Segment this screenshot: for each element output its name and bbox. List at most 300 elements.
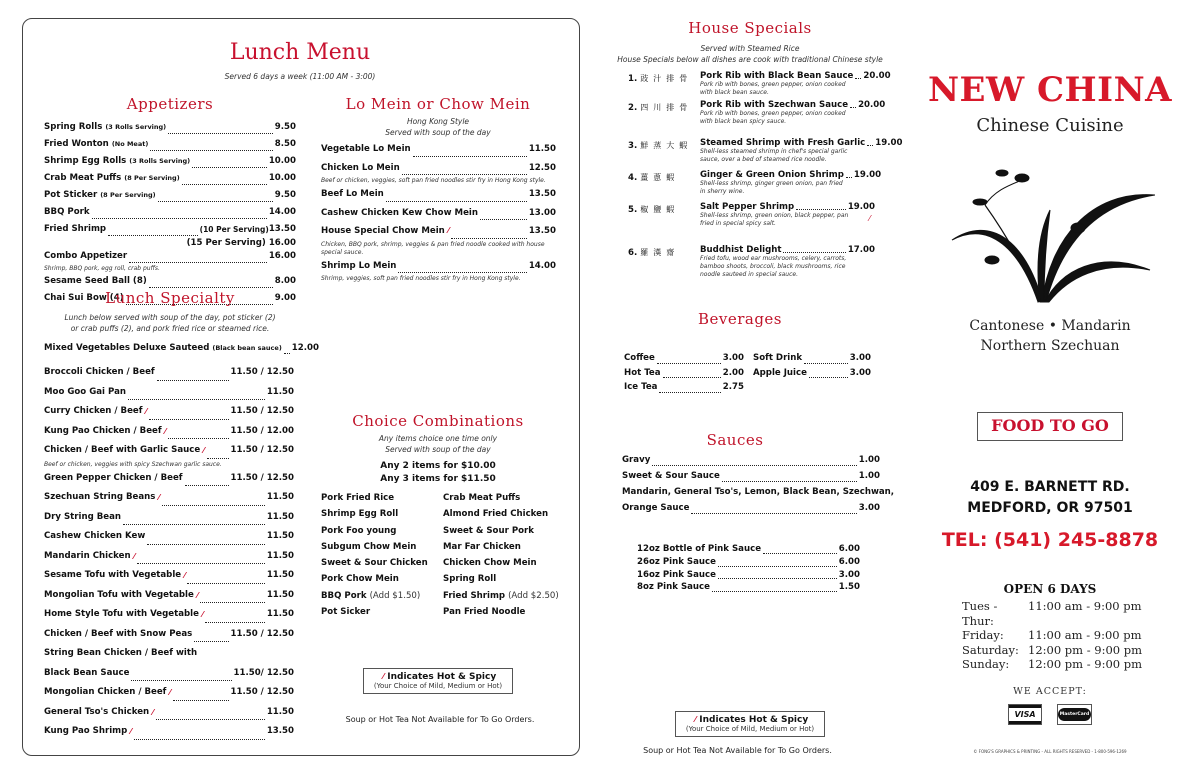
item-price: 11.50 / 12.50 [230,367,294,377]
combo-item-name: Almond Fried Chicken [443,509,549,520]
menu-item-row [321,159,556,178]
cuisine-styles [910,316,1190,356]
specialty-first [44,341,319,356]
menu-item [44,402,294,422]
restaurant-logo-name: NEW CHINA [927,70,1173,110]
dot-leader [850,107,856,108]
item-price: 11.50 [266,609,294,619]
item-name: Broccoli Chicken / Beef [44,367,155,377]
hot-legend-sub: (Your Choice of Mild, Medium or Hot) [685,725,815,733]
dot-leader [718,566,837,567]
hours-time: 12:00 pm - 9:00 pm [1028,657,1143,672]
menu-item [321,185,556,204]
dot-leader [846,177,852,178]
alt-price-row [44,238,296,248]
combo-item-name: Crab Meat Puffs [443,493,521,503]
beverages-col-2 [753,351,871,380]
item-name: Apple Juice [753,367,807,378]
item-chinese-name: 鮮蒸大蝦 [640,141,693,150]
menu-item-row [44,341,319,356]
item-price: 1.00 [858,455,880,465]
hours-day: Saturday: [962,642,1019,657]
combo-item-name: Shrimp Egg Roll [321,509,399,520]
house-special-body [700,202,875,228]
item-name: Mandarin Chicken [44,550,131,561]
pink-sauce-list [637,543,860,594]
chili-icon: ⁄ [169,688,171,697]
item-name: Chicken / Beef with Garlic Sauce [44,445,201,455]
menu-item-row [44,586,294,606]
item-price: 14.00 [268,207,296,217]
chili-icon: ⁄ [130,727,132,736]
item-number: 4. [628,173,638,183]
hot-spicy-legend-2 [675,711,825,737]
item-name: Chicken Lo Mein [321,162,400,173]
house-special-body [700,100,886,126]
combo-item [321,574,443,584]
menu-item-row [44,664,294,684]
item-name: Fried Wonton [44,139,109,149]
item-price: 11.50 / 12.50 [230,445,294,455]
lomein-list [321,140,556,283]
visa-logo: VISA [1008,704,1042,725]
dot-leader [129,262,267,263]
item-name: Vegetable Lo Mein [321,144,411,154]
combo-item-name: Fried Shrimp [443,590,506,601]
hours-time: 12:00 pm - 9:00 pm [1028,642,1143,657]
dot-leader [194,641,228,642]
menu-item [321,140,556,159]
combo-item-name: Pan Fried Noodle [443,607,526,618]
menu-item [44,383,294,403]
price-note: (15 Per Serving) [186,238,266,248]
menu-item [44,703,294,723]
menu-item-row [700,245,875,255]
menu-item [321,204,556,223]
house-special-number [628,138,700,164]
item-price: 11.50 [266,386,294,397]
item-price: 3.00 [849,353,871,363]
menu-item-row [624,380,744,395]
menu-item-row [44,136,296,153]
item-price: 17.00 [847,245,875,255]
dot-leader [809,377,848,378]
menu-item-row [700,71,891,81]
copyright-footer: © FONG'S GRAPHICS & PRINTING - ALL RIGHTS RESERVED - 1-800-596-1269 [973,749,1127,754]
item-price: 13.50 [266,726,294,736]
combo-offer-3: Any 3 items for $11.50 [380,474,496,484]
house-special-number [628,170,700,196]
combo-item-name: Pork Foo young [321,525,397,536]
dot-leader [657,363,721,364]
item-name: Curry Chicken / Beef [44,406,143,416]
beverages-title: Beverages [697,310,783,328]
combo-item-name: Mar Far Chicken [443,541,521,552]
hours-day: Friday: [962,628,1004,643]
combo-item [443,526,563,536]
item-price: 3.00 [858,503,880,513]
lomein-sub-1: Hong Kong Style [406,117,470,126]
item-price: 12.50 [528,162,556,173]
item-name: Hot Tea [624,367,661,378]
item-price: 1.00 [858,471,880,481]
hours-row [962,599,1162,628]
item-price: 13.50 [268,224,296,234]
chili-icon: ⁄ [382,672,385,681]
combo-item [321,542,443,552]
item-note: (3 Rolls Serving) [105,123,167,131]
dot-leader [413,156,527,157]
dot-leader [147,544,265,545]
menu-item [321,222,556,257]
price-note: (10 Per Serving) [199,225,269,234]
menu-item [44,248,296,273]
combo-item-name: Sweet & Sour Chicken [321,558,428,569]
combo-item [443,509,563,519]
menu-item-row [637,556,860,569]
menu-item-row [44,469,294,489]
item-price: 1.50 [838,582,860,593]
menu-item-row [622,484,895,500]
hours-day: Tues - Thur: [962,599,998,628]
combo-item [321,607,443,617]
dot-leader [712,591,837,592]
dot-leader [157,380,229,381]
togo-note: Soup or Hot Tea Not Available for To Go Orders. [345,715,535,724]
menu-item [624,380,744,395]
item-name: House Special Chow Mein [321,226,445,236]
menu-item [44,422,294,442]
phone-number: TEL: (541) 245-8878 [941,529,1159,551]
house-special-number [628,202,700,228]
item-price: 3.00 [849,367,871,378]
dot-leader [162,505,265,506]
dot-leader [182,184,267,185]
mastercard-logo [1057,704,1092,725]
address-line-1: 409 E. BARNETT RD. [970,479,1130,495]
menu-item [637,556,860,569]
dot-leader [131,680,231,681]
house-sub-1: Served with Steamed Rice [700,44,800,53]
hot-spicy-legend [363,668,513,694]
menu-item-row [44,625,294,645]
combo-item [321,493,443,503]
combo-item-name: Spring Roll [443,574,497,585]
dot-leader [783,252,845,253]
combo-item [443,591,563,601]
lomein-sub-2: Served with soup of the day [385,128,491,137]
dot-leader [663,377,721,378]
house-special-body [700,138,903,164]
item-description: Shrimp, BBQ pork, egg roll, crab puffs. [44,265,160,272]
dot-leader [855,78,861,79]
item-description: Beef or chicken, veggies with spicy Szechwan garlic sauce. [44,460,222,468]
dot-leader [149,287,273,288]
food-to-go-badge: FOOD TO GO [977,412,1123,441]
menu-item [622,484,895,516]
dot-leader [168,438,229,439]
house-special-body [700,71,891,97]
menu-item [624,351,744,366]
dot-leader [192,167,267,168]
dot-leader [398,272,526,273]
menu-item [44,153,296,170]
dot-leader [386,201,527,202]
combos-sub-2: Served with soup of the day [385,445,491,454]
menu-item-row [44,547,294,567]
menu-item-row [44,566,294,586]
menu-item [44,566,294,586]
house-special-body [700,245,875,279]
item-name: 26oz Pink Sauce [637,556,716,567]
menu-item [44,187,296,204]
item-name: Pork Rib with Black Bean Sauce [700,71,854,81]
item-price: 6.00 [838,544,860,554]
item-name: Home Style Tofu with Vegetable [44,609,199,619]
menu-item [622,468,880,484]
item-price: 9.00 [274,293,296,303]
beverages-col-1 [624,351,744,395]
combo-item-surcharge: (Add $2.50) [508,590,559,601]
item-number: 5. [628,205,638,215]
menu-item [44,204,296,221]
menu-item-row [44,605,294,625]
menu-item-row [44,383,294,403]
item-number: 2. [628,103,638,113]
sauces-list [622,452,895,516]
item-chinese-name: 羅漢齋 [640,248,680,257]
menu-item-row [753,351,871,366]
dot-leader [149,419,229,420]
item-name: Mongolian Tofu with Vegetable [44,589,194,600]
item-description: Beef or chicken, veggies, soft pan fried noodles stir fry in Hong Kong style. [321,177,546,184]
item-name: Shrimp Egg Rolls [44,156,127,166]
dot-leader [123,524,265,525]
menu-item [44,441,294,469]
menu-item [622,452,880,468]
menu-item-row [321,140,556,159]
combo-item-name: Pork Fried Rice [321,493,395,503]
dot-leader [691,513,856,514]
item-description: Shell-less shrimp, ginger green onion, pan fried in sherry wine. [700,180,843,195]
menu-item-row [637,569,860,582]
dot-leader [207,458,229,459]
item-name: Pot Sticker [44,190,98,200]
menu-item [637,581,860,594]
menu-item-row [44,644,294,664]
combo-item [443,607,563,617]
item-price: 8.00 [274,276,296,286]
item-name: General Tso's Chicken [44,706,150,717]
dot-leader [158,201,273,202]
menu-item-row [753,366,871,381]
item-name: Mixed Vegetables Deluxe Sauteed [44,343,210,353]
hot-legend-sub: (Your Choice of Mild, Medium or Hot) [373,682,503,690]
item-description: Shell-less shrimp, green onion, black pepper, pan fried in special spicy salt. [700,212,849,227]
house-special-item [628,100,886,126]
item-price: 11.50 [266,589,294,600]
hours-day: Sunday: [962,657,1010,672]
hours-time: 11:00 am - 9:00 pm [1028,628,1142,643]
combos-title: Choice Combinations [352,412,524,430]
menu-item [44,605,294,625]
item-name: Spring Rolls [44,122,103,132]
lunch-specialty-title: Lunch Specialty [105,289,235,307]
item-name: Sesame Tofu with Vegetable [44,570,182,580]
menu-item [44,488,294,508]
menu-item [44,119,296,136]
menu-item [44,341,319,356]
dot-leader [763,553,837,554]
house-special-item [628,71,891,97]
dot-leader [804,363,848,364]
menu-item-row [44,119,296,136]
item-price: 11.50 / 12.50 [230,406,294,416]
item-price: 19.00 [853,170,882,180]
menu-item-row [321,204,556,223]
item-price: 2.75 [722,382,744,392]
item-chinese-name: 豉汁排骨 [640,74,693,83]
menu-item-row [700,138,903,148]
hours-row [962,657,1162,672]
item-price: 11.50/ 12.50 [233,667,294,678]
combo-item-name: Pot Sicker [321,607,371,618]
item-description: Shrimp, veggies, soft pan fried noodles stir fry in Hong Kong style. [321,275,521,282]
item-name: Sweet & Sour Sauce [622,471,720,481]
togo-note-2: Soup or Hot Tea Not Available for To Go Orders. [643,746,832,755]
menu-item-row [44,402,294,422]
menu-item [44,136,296,153]
house-special-item [628,170,882,196]
item-name: Green Pepper Chicken / Beef [44,472,183,483]
hot-legend-title: Indicates Hot & Spicy [387,672,497,682]
combo-item [321,509,443,519]
dot-leader [722,481,857,482]
menu-item-row [321,185,556,204]
item-price: 11.50 [266,706,294,717]
menu-item [637,543,860,556]
chili-icon: ⁄ [869,214,871,223]
menu-item-row [700,170,882,180]
item-price: 8.50 [274,139,296,149]
combo-item-name: BBQ Pork [321,590,367,601]
menu-item-row [321,222,556,241]
appetizers-title: Appetizers [126,95,214,113]
dot-leader [168,133,273,134]
menu-item [44,221,296,248]
item-name: Buddhist Delight [700,245,782,255]
item-price: 12.00 [291,343,319,353]
hot-legend-title: Indicates Hot & Spicy [699,715,809,725]
orchid-illustration [950,160,1155,305]
item-name: Dry String Bean [44,511,122,522]
sauces-title: Sauces [706,431,764,449]
chili-icon: ⁄ [152,707,154,717]
chili-icon: ⁄ [694,715,697,724]
dot-leader [185,485,229,486]
combo-item-name: Pork Chow Mein [321,574,399,585]
item-price: 11.50 / 12.50 [230,687,294,697]
item-number: 3. [628,141,638,151]
item-price: 11.50 [266,570,294,580]
item-name: Chicken / Beef with Snow Peas [44,628,193,639]
combo-item-name: Chicken Chow Mein [443,558,537,569]
item-number: 1. [628,74,638,84]
item-name: Kung Pao Chicken / Beef [44,425,162,436]
menu-item [44,625,294,645]
menu-item [44,586,294,606]
menu-item [624,366,744,381]
item-price: 6.00 [838,556,860,567]
menu-item [321,159,556,186]
menu-item [753,366,871,381]
menu-item [44,170,296,187]
item-name: Ginger & Green Onion Shrimp [700,170,844,180]
hours-row [962,643,1162,658]
menu-item-row [44,221,296,238]
dot-leader [134,739,265,740]
menu-item-row [44,508,294,528]
dot-leader [480,219,527,220]
item-name: Cashew Chicken Kew [44,531,146,541]
combo-grid [321,493,563,617]
hours-table [962,599,1162,672]
chili-icon: ⁄ [447,226,450,235]
item-name: Fried Shrimp [44,224,107,234]
item-price: 11.50 [266,550,294,561]
combo-item [321,591,443,601]
item-price: 19.00 [875,138,903,148]
menu-item [44,683,294,703]
menu-item-row [624,351,744,366]
item-note: (Black bean sauce) [212,344,282,352]
menu-item-row [44,488,294,508]
lunch-specialty-desc-2: or crab puffs (2), and pork fried rice or steamed rice. [70,324,270,333]
item-price: 13.50 [528,189,556,199]
item-price: 19.00 [847,202,875,212]
menu-item-row [44,527,294,547]
chili-icon: ⁄ [164,426,166,436]
menu-item-row [44,204,296,221]
item-chinese-name: 椒鹽蝦 [640,205,680,214]
combo-item-surcharge: (Add $1.50) [369,590,421,601]
item-price: 3.00 [838,569,860,580]
menu-item-row [622,468,880,484]
item-price: 9.50 [274,190,296,200]
item-price: 13.50 [528,226,556,236]
item-price: 9.50 [274,122,296,132]
dot-leader [718,578,837,579]
menu-item-row [44,703,294,723]
dot-leader [92,218,267,219]
appetizers-list [44,119,296,307]
address [920,477,1180,519]
item-name: Pork Rib with Szechwan Sauce [700,100,849,110]
menu-item-row [44,363,294,383]
item-name: Mongolian Chicken / Beef [44,687,167,697]
item-name: BBQ Pork [44,207,90,217]
menu-item [637,569,860,582]
menu-item [44,547,294,567]
menu-item [44,363,294,383]
menu-item [44,508,294,528]
menu-item [753,351,871,366]
item-number: 6. [628,248,638,258]
dot-leader [150,150,272,151]
item-name: Gravy [622,455,651,465]
item-description: Shell-less steamed shrimp in chef's special garlic sauce, over a bed of steamed rice noodle. [700,148,848,163]
house-special-body [700,170,882,196]
